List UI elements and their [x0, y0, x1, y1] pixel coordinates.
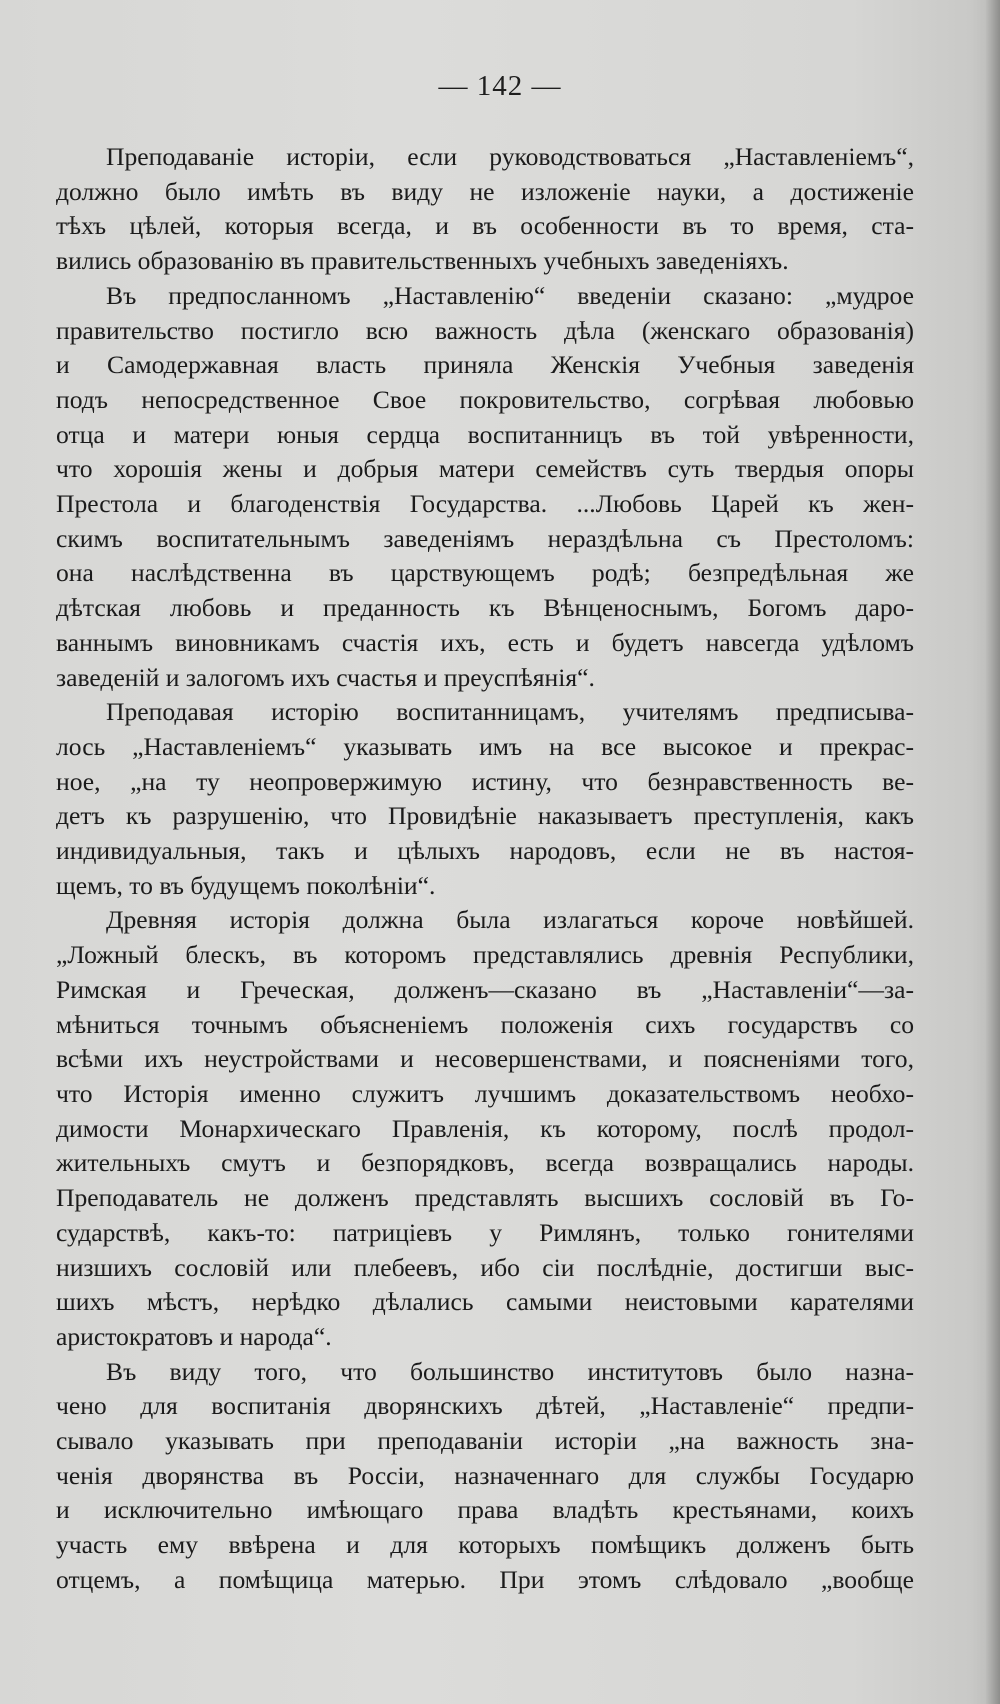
text-line: Римская и Греческая, долженъ—сказано въ „Наставленiи“—за- [56, 974, 914, 1004]
text-line: Древняя исторiя должна была излагаться короче новѣйшей. [106, 905, 914, 935]
text-line: Преподаватель не долженъ представлять высшихъ сословiй въ Го- [56, 1183, 914, 1213]
text-line: шихъ мѣстъ, нерѣдко дѣлались самыми неистовыми карателями [56, 1287, 914, 1317]
text-line: ваннымъ виновникамъ счастiя ихъ, есть и будетъ навсегда удѣломъ [56, 627, 914, 657]
page-number: — 142 — [438, 70, 562, 102]
text-line: Преподавая исторiю воспитанницамъ, учителямъ предписыва- [106, 697, 914, 727]
body-text [56, 140, 914, 1598]
text-line: вились образованiю въ правительственныхъ учебныхъ заведенiяхъ. [56, 246, 789, 276]
text-line: детъ къ разрушенiю, что Провидѣнiе наказываетъ преступленiя, какъ [56, 801, 914, 831]
text-line: ченiя дворянства въ Россiи, назначеннаго для службы Государю [56, 1460, 914, 1490]
text-line: мѣниться точнымъ объясненiемъ положенiя сихъ государствъ со [56, 1009, 914, 1039]
text-line: скимъ воспитательнымъ заведенiямъ нераздѣльна съ Престоломъ: [56, 523, 914, 553]
page-edge [986, 0, 1000, 1704]
text-line: она наслѣдственна въ царствующемъ родѣ; безпредѣльная же [56, 558, 914, 588]
text-line: отцемъ, а помѣщица матерью. При этомъ слѣдовало „вообще [56, 1564, 914, 1594]
text-line: ное, „на ту неопровержимую истину, что безнравственность ве- [56, 766, 914, 796]
text-line: что хорошiя жены и добрыя матери семействъ суть твердыя опоры [56, 454, 914, 484]
text-line: заведенiй и залогомъ ихъ счастья и преуспѣянiя“. [56, 662, 595, 692]
text-line: сударствѣ, какъ-то: патрицiевъ у Римлянъ, только гонителями [56, 1217, 914, 1247]
text-line: и исключительно имѣющаго права владѣть крестьянами, коихъ [56, 1495, 914, 1525]
text-line: аристократовъ и народа“. [56, 1321, 332, 1351]
text-line: индивидуальныя, такъ и цѣлыхъ народовъ, если не въ настоя- [56, 836, 914, 866]
text-line: и Самодержавная власть приняла Женскiя Учебныя заведенiя [56, 350, 914, 380]
text-line: участь ему ввѣрена и для которыхъ помѣщикъ долженъ быть [56, 1530, 914, 1560]
text-line: подъ непосредственное Свое покровительство, согрѣвая любовью [56, 384, 914, 414]
text-line: что Исторiя именно служитъ лучшимъ доказательствомъ необхо- [56, 1078, 914, 1108]
text-line: тѣхъ цѣлей, которыя всегда, и въ особенности въ то время, ста- [56, 211, 914, 241]
text-line: „Ложный блескъ, въ которомъ представлялись древнiя Республики, [56, 940, 914, 970]
text-line: всѣми ихъ неустройствами и несовершенствами, и поясненiями того, [56, 1044, 914, 1074]
text-line: лось „Наставленiемъ“ указывать имъ на все высокое и прекрас- [56, 731, 914, 761]
text-line: Престола и благоденствiя Государства. ...Любовь Царей къ жен- [56, 489, 914, 519]
text-line: отца и матери юныя сердца воспитанницъ въ той увѣренности, [56, 419, 914, 449]
text-line: должно было имѣть въ виду не изложенiе науки, а достиженiе [56, 176, 914, 206]
text-line: щемъ, то въ будущемъ поколѣнiи“. [56, 870, 436, 900]
text-line: жительныхъ смутъ и безпорядковъ, всегда возвращались народы. [56, 1148, 914, 1178]
text-line: чено для воспитанiя дворянскихъ дѣтей, „Наставленiе“ предпи- [56, 1391, 914, 1421]
text-line: Преподаванiе исторiи, если руководствоваться „Наставленiемъ“, [106, 142, 914, 171]
text-line: Въ предпосланномъ „Наставленiю“ введенiи сказано: „мудрое [106, 280, 914, 310]
text-line: дѣтская любовь и преданность къ Вѣнценоснымъ, Богомъ даро- [56, 593, 914, 623]
text-line: правительство постигло всю важность дѣла (женскаго образованiя) [56, 315, 914, 345]
text-line: Въ виду того, что большинство институтовъ было назна- [106, 1356, 914, 1386]
text-line: димости Монархическаго Правленiя, къ которому, послѣ продол- [56, 1113, 914, 1143]
text-line: низшихъ сословiй или плебеевъ, ибо сiи послѣднiе, достигши выс- [56, 1252, 914, 1282]
text-line: сывало указывать при преподаванiи исторiи „на важность зна- [56, 1426, 914, 1456]
